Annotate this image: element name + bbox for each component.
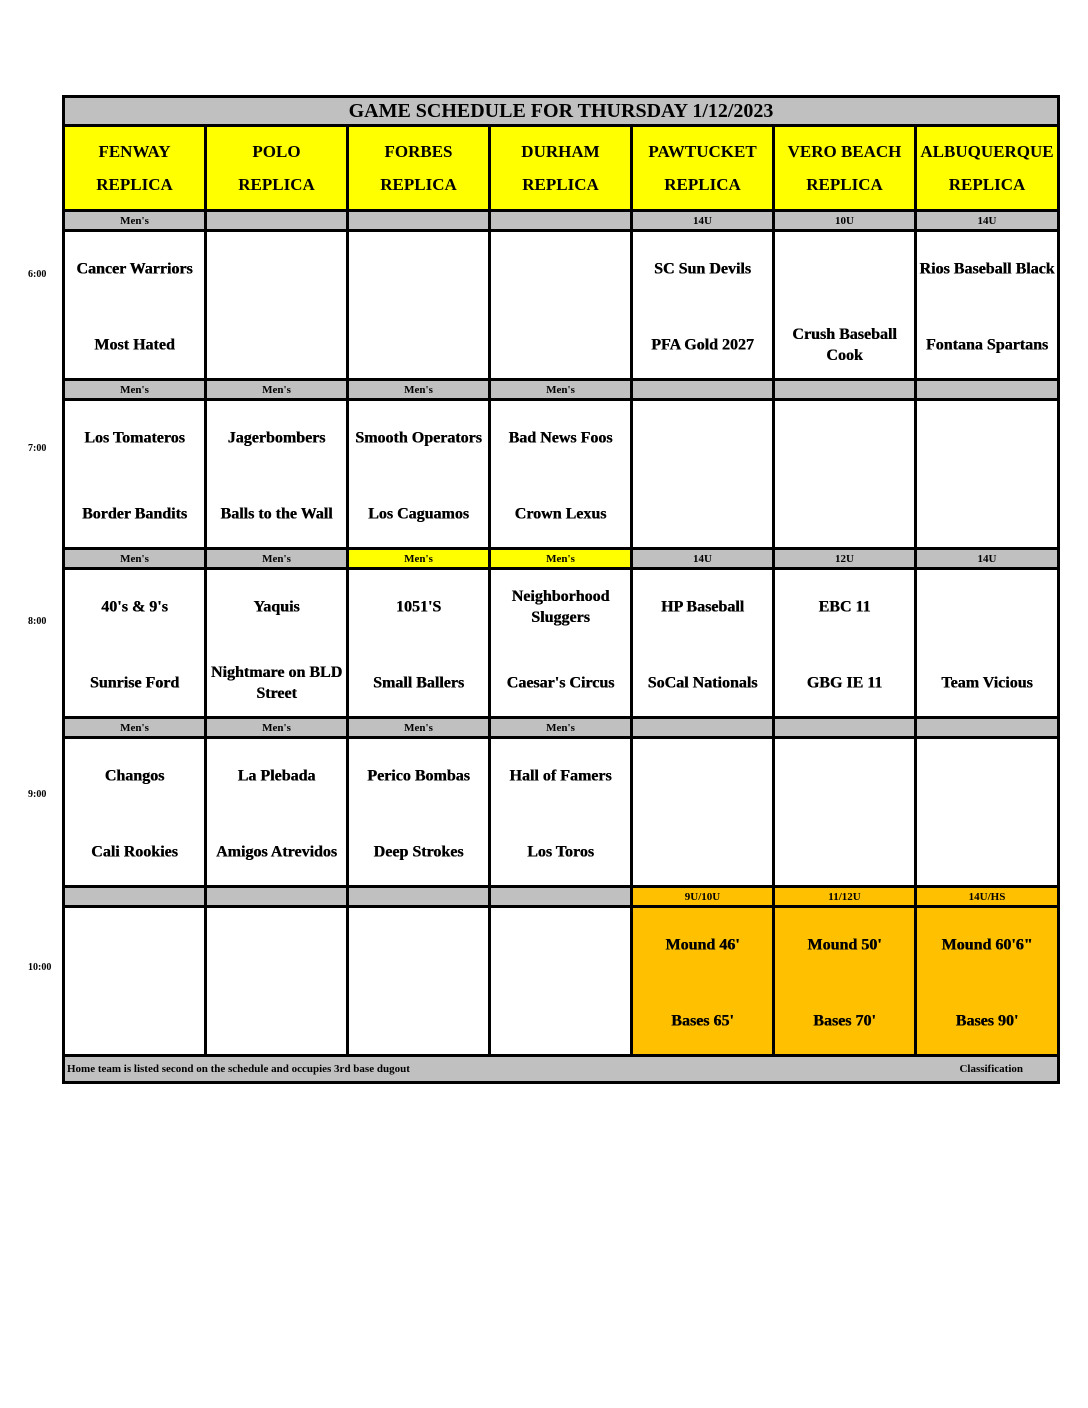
home-team: Border Bandits bbox=[81, 505, 188, 523]
home-team: SoCal Nationals bbox=[647, 674, 758, 692]
home-team: Crush Baseball Cook bbox=[792, 326, 897, 364]
schedule-table bbox=[62, 95, 1060, 1084]
time-slot-label: 7:00 bbox=[28, 443, 47, 454]
field-type: REPLICA bbox=[522, 175, 599, 194]
game-cell bbox=[348, 569, 490, 718]
game-cell bbox=[64, 738, 206, 887]
classification-label: 11/12U bbox=[774, 887, 916, 907]
matchup bbox=[633, 739, 772, 885]
classification-label: Men's bbox=[490, 549, 632, 569]
away-team: Mound 46' bbox=[665, 936, 740, 954]
game-cell bbox=[206, 569, 348, 718]
classification-label bbox=[490, 211, 632, 231]
home-team: Fontana Spartans bbox=[925, 336, 1049, 354]
away-team: SC Sun Devils bbox=[654, 260, 751, 278]
home-team: Cali Rookies bbox=[91, 843, 178, 861]
field-header bbox=[348, 126, 490, 211]
home-team: GBG IE 11 bbox=[806, 674, 883, 692]
away-team: Cancer Warriors bbox=[76, 260, 193, 278]
time-slot-label: 6:00 bbox=[28, 269, 47, 280]
home-team: Bases 65' bbox=[671, 1012, 734, 1030]
home-team: Balls to the Wall bbox=[220, 505, 333, 523]
away-team: Mound 60'6" bbox=[941, 936, 1033, 954]
field-type: REPLICA bbox=[948, 175, 1026, 194]
game-cell bbox=[916, 738, 1059, 887]
matchup bbox=[207, 739, 346, 885]
matchup bbox=[349, 739, 488, 885]
matchup bbox=[917, 570, 1057, 716]
footer-row bbox=[64, 1056, 1059, 1083]
classification-label: Men's bbox=[348, 549, 490, 569]
field-header bbox=[632, 126, 774, 211]
game-cell bbox=[490, 569, 632, 718]
matchup bbox=[65, 570, 204, 716]
game-cell bbox=[632, 738, 774, 887]
matchup bbox=[349, 908, 488, 1054]
game-cell bbox=[206, 738, 348, 887]
classification-label: 12U bbox=[774, 549, 916, 569]
home-team: Los Caguamos bbox=[368, 505, 469, 523]
matchup bbox=[349, 401, 488, 547]
classification-legend: Classification bbox=[959, 1063, 1023, 1075]
game-row bbox=[64, 907, 1059, 1056]
game-cell bbox=[490, 907, 632, 1056]
classification-row bbox=[64, 211, 1059, 231]
matchup bbox=[633, 570, 772, 716]
away-team: Neighborhood Sluggers bbox=[511, 588, 610, 626]
classification-label: 14U bbox=[632, 211, 774, 231]
home-team: PFA Gold 2027 bbox=[651, 336, 754, 354]
classification-label: Men's bbox=[206, 549, 348, 569]
away-team: EBC 11 bbox=[818, 598, 871, 616]
away-team: Hall of Famers bbox=[509, 767, 612, 785]
classification-label bbox=[632, 380, 774, 400]
classification-label bbox=[632, 718, 774, 738]
home-team: Bases 70' bbox=[813, 1012, 876, 1030]
matchup bbox=[491, 401, 630, 547]
away-team: Smooth Operators bbox=[355, 429, 482, 447]
schedule-title: GAME SCHEDULE FOR THURSDAY 1/12/2023 bbox=[64, 97, 1059, 126]
classification-row bbox=[64, 718, 1059, 738]
game-cell bbox=[774, 569, 916, 718]
field-name: ALBUQUERQUE bbox=[920, 142, 1054, 161]
matchup bbox=[65, 739, 204, 885]
game-row bbox=[64, 569, 1059, 718]
game-cell bbox=[490, 400, 632, 549]
matchup bbox=[207, 232, 346, 378]
classification-label: 10U bbox=[774, 211, 916, 231]
classification-label bbox=[916, 718, 1059, 738]
classification-row bbox=[64, 549, 1059, 569]
game-cell bbox=[348, 231, 490, 380]
game-cell bbox=[916, 231, 1059, 380]
classification-label: Men's bbox=[206, 718, 348, 738]
field-header bbox=[64, 126, 206, 211]
matchup bbox=[775, 739, 914, 885]
classification-label bbox=[348, 211, 490, 231]
away-team: La Plebada bbox=[237, 767, 316, 785]
field-header bbox=[774, 126, 916, 211]
classification-label: Men's bbox=[348, 380, 490, 400]
field-type: REPLICA bbox=[96, 175, 173, 194]
away-team: HP Baseball bbox=[660, 598, 745, 616]
schedule-body bbox=[64, 97, 1059, 1083]
game-row bbox=[64, 738, 1059, 887]
game-cell bbox=[774, 738, 916, 887]
matchup bbox=[491, 739, 630, 885]
matchup bbox=[917, 739, 1057, 885]
classification-label: Men's bbox=[348, 718, 490, 738]
field-name: DURHAM bbox=[521, 142, 600, 161]
classification-label: Men's bbox=[64, 380, 206, 400]
footer bbox=[64, 1056, 1059, 1083]
classification-label: 14U/HS bbox=[916, 887, 1059, 907]
matchup bbox=[917, 401, 1057, 547]
game-cell bbox=[916, 400, 1059, 549]
field-header-row bbox=[64, 126, 1059, 211]
away-team: Mound 50' bbox=[807, 936, 882, 954]
home-team: Team Vicious bbox=[941, 674, 1033, 692]
field-name: FORBES bbox=[384, 142, 453, 161]
home-team: Caesar's Circus bbox=[506, 674, 615, 692]
field-name: VERO BEACH bbox=[787, 142, 902, 161]
game-cell bbox=[490, 738, 632, 887]
field-name: PAWTUCKET bbox=[648, 142, 757, 161]
field-header bbox=[916, 126, 1059, 211]
game-cell bbox=[348, 400, 490, 549]
matchup bbox=[491, 232, 630, 378]
classification-label bbox=[206, 887, 348, 907]
classification-label: Men's bbox=[490, 718, 632, 738]
matchup bbox=[207, 401, 346, 547]
matchup bbox=[775, 401, 914, 547]
game-cell bbox=[632, 231, 774, 380]
matchup bbox=[349, 232, 488, 378]
matchup bbox=[207, 570, 346, 716]
classification-label bbox=[64, 887, 206, 907]
field-name: FENWAY bbox=[98, 142, 171, 161]
classification-label: Men's bbox=[64, 211, 206, 231]
classification-label: 14U bbox=[916, 549, 1059, 569]
game-cell bbox=[206, 231, 348, 380]
matchup bbox=[491, 570, 630, 716]
classification-row bbox=[64, 380, 1059, 400]
field-type: REPLICA bbox=[664, 175, 741, 194]
matchup bbox=[349, 570, 488, 716]
away-team: Changos bbox=[104, 767, 165, 785]
matchup bbox=[775, 570, 914, 716]
field-type: REPLICA bbox=[806, 175, 883, 194]
field-name: POLO bbox=[252, 142, 301, 161]
matchup bbox=[491, 908, 630, 1054]
home-team: Nightmare on BLD Street bbox=[210, 664, 343, 702]
away-team: Rios Baseball Black bbox=[919, 260, 1055, 278]
home-team: Deep Strokes bbox=[373, 843, 464, 861]
game-cell bbox=[64, 569, 206, 718]
game-cell bbox=[774, 231, 916, 380]
matchup bbox=[775, 908, 914, 1054]
classification-label bbox=[916, 380, 1059, 400]
classification-row bbox=[64, 887, 1059, 907]
matchup bbox=[633, 232, 772, 378]
game-cell bbox=[916, 907, 1059, 1056]
home-team: Small Ballers bbox=[372, 674, 465, 692]
classification-label: 14U bbox=[632, 549, 774, 569]
classification-label: Men's bbox=[490, 380, 632, 400]
game-cell bbox=[774, 907, 916, 1056]
matchup bbox=[207, 908, 346, 1054]
classification-label: Men's bbox=[64, 718, 206, 738]
game-cell bbox=[64, 231, 206, 380]
classification-label bbox=[774, 718, 916, 738]
game-cell bbox=[774, 400, 916, 549]
matchup bbox=[65, 908, 204, 1054]
time-slot-label: 10:00 bbox=[28, 962, 52, 973]
classification-label: Men's bbox=[64, 549, 206, 569]
classification-label bbox=[490, 887, 632, 907]
game-cell bbox=[632, 569, 774, 718]
game-cell bbox=[348, 907, 490, 1056]
game-row bbox=[64, 400, 1059, 549]
game-cell bbox=[916, 569, 1059, 718]
classification-label bbox=[206, 211, 348, 231]
matchup bbox=[917, 232, 1057, 378]
matchup bbox=[65, 401, 204, 547]
home-team: Bases 90' bbox=[955, 1012, 1019, 1030]
classification-label: Men's bbox=[206, 380, 348, 400]
home-team-note: Home team is listed second on the schedule and occupies 3rd base dugout bbox=[67, 1063, 410, 1075]
away-team: 40's & 9's bbox=[101, 598, 168, 616]
home-team: Crown Lexus bbox=[514, 505, 607, 523]
game-cell bbox=[206, 400, 348, 549]
game-cell bbox=[64, 907, 206, 1056]
away-team: Jagerbombers bbox=[227, 429, 326, 447]
away-team: Yaquis bbox=[253, 598, 300, 616]
away-team: Perico Bombas bbox=[367, 767, 470, 785]
classification-label bbox=[348, 887, 490, 907]
matchup bbox=[65, 232, 204, 378]
field-header bbox=[490, 126, 632, 211]
game-row bbox=[64, 231, 1059, 380]
home-team: Amigos Atrevidos bbox=[215, 843, 338, 861]
field-header bbox=[206, 126, 348, 211]
matchup bbox=[775, 232, 914, 378]
away-team: Los Tomateros bbox=[84, 429, 185, 447]
game-cell bbox=[490, 231, 632, 380]
title-row bbox=[64, 97, 1059, 126]
away-team: 1051'S bbox=[395, 598, 442, 616]
classification-label: 14U bbox=[916, 211, 1059, 231]
home-team: Los Toros bbox=[527, 843, 594, 861]
time-slot-label: 9:00 bbox=[28, 789, 47, 800]
field-type: REPLICA bbox=[380, 175, 457, 194]
game-cell bbox=[632, 907, 774, 1056]
matchup bbox=[633, 908, 772, 1054]
classification-label bbox=[774, 380, 916, 400]
matchup bbox=[633, 401, 772, 547]
matchup bbox=[917, 908, 1057, 1054]
game-cell bbox=[348, 738, 490, 887]
classification-label: 9U/10U bbox=[632, 887, 774, 907]
game-cell bbox=[64, 400, 206, 549]
time-slot-label: 8:00 bbox=[28, 616, 47, 627]
game-cell bbox=[632, 400, 774, 549]
game-cell bbox=[206, 907, 348, 1056]
field-type: REPLICA bbox=[238, 175, 315, 194]
home-team: Sunrise Ford bbox=[89, 674, 180, 692]
home-team: Most Hated bbox=[94, 336, 175, 354]
away-team: Bad News Foos bbox=[508, 429, 613, 447]
